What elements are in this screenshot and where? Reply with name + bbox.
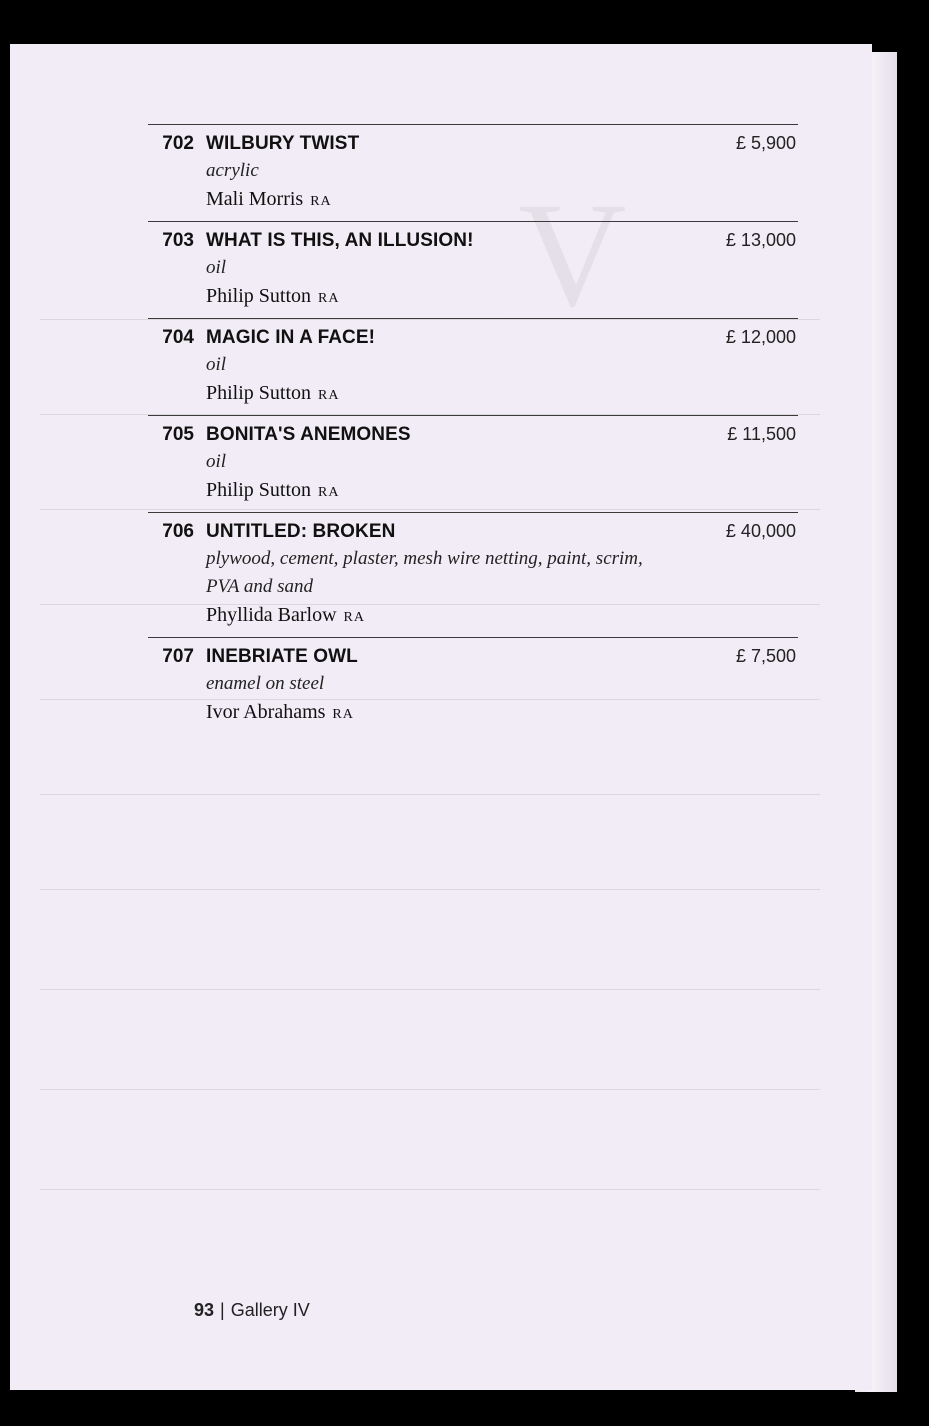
entry-price: £ 11,500 bbox=[727, 424, 796, 444]
entry-title: INEBRIATE OWL bbox=[206, 646, 358, 667]
page-number: 93 bbox=[194, 1300, 215, 1320]
entry-medium: oil bbox=[206, 451, 227, 472]
entry-artist bbox=[206, 698, 798, 729]
catalogue-entry bbox=[148, 124, 798, 221]
entry-number: 707 bbox=[162, 646, 194, 667]
catalogue-page bbox=[10, 44, 872, 1390]
entry-number: 706 bbox=[162, 521, 194, 542]
catalogue-entry bbox=[148, 415, 798, 512]
artist-name: Phyllida Barlow bbox=[206, 604, 337, 626]
entry-price: £ 40,000 bbox=[725, 521, 796, 541]
entry-artist bbox=[206, 379, 798, 410]
entry-title: WHAT IS THIS, AN ILLUSION! bbox=[206, 230, 474, 251]
entry-artist bbox=[206, 601, 798, 632]
entry-title: MAGIC IN A FACE! bbox=[206, 327, 376, 348]
catalogue-entry bbox=[148, 318, 798, 415]
artist-name: Philip Sutton bbox=[206, 479, 312, 501]
entry-medium: acrylic bbox=[206, 160, 259, 181]
entry-price: £ 13,000 bbox=[725, 230, 796, 250]
entry-price: £ 5,900 bbox=[735, 133, 796, 153]
entry-medium: plywood, cement, plaster, mesh wire netting, paint, scrim, PVA and sand bbox=[206, 548, 643, 597]
page-footer bbox=[194, 1300, 310, 1321]
artist-name: Philip Sutton bbox=[206, 285, 312, 307]
catalogue-entry bbox=[148, 512, 798, 637]
artist-name: Ivor Abrahams bbox=[206, 701, 326, 723]
artist-name: Mali Morris bbox=[206, 188, 304, 210]
entry-number: 702 bbox=[162, 133, 194, 154]
catalogue-entry bbox=[148, 637, 798, 729]
entry-title: WILBURY TWIST bbox=[206, 133, 360, 154]
catalogue-entries bbox=[148, 124, 798, 729]
entry-artist bbox=[206, 282, 798, 313]
show-through-letter-decoration: V bbox=[518, 172, 627, 338]
artist-suffix: RA bbox=[318, 291, 340, 306]
entry-medium: enamel on steel bbox=[206, 673, 325, 694]
entry-artist bbox=[206, 185, 798, 216]
entry-number: 704 bbox=[162, 327, 194, 348]
entry-price: £ 12,000 bbox=[725, 327, 796, 347]
entry-artist bbox=[206, 476, 798, 507]
artist-suffix: RA bbox=[318, 388, 340, 403]
artist-suffix: RA bbox=[332, 707, 354, 722]
entry-number: 705 bbox=[162, 424, 194, 445]
entry-price: £ 7,500 bbox=[735, 646, 796, 666]
entry-number: 703 bbox=[162, 230, 194, 251]
artist-name: Philip Sutton bbox=[206, 382, 312, 404]
entry-medium: oil bbox=[206, 354, 227, 375]
artist-suffix: RA bbox=[343, 610, 365, 625]
entry-title: BONITA'S ANEMONES bbox=[206, 424, 411, 445]
catalogue-entry bbox=[148, 221, 798, 318]
artist-suffix: RA bbox=[318, 485, 340, 500]
entry-title: UNTITLED: BROKEN bbox=[206, 521, 396, 542]
artist-suffix: RA bbox=[310, 194, 332, 209]
entry-medium: oil bbox=[206, 257, 227, 278]
footer-separator: | bbox=[220, 1300, 225, 1320]
section-name: Gallery IV bbox=[230, 1300, 310, 1320]
